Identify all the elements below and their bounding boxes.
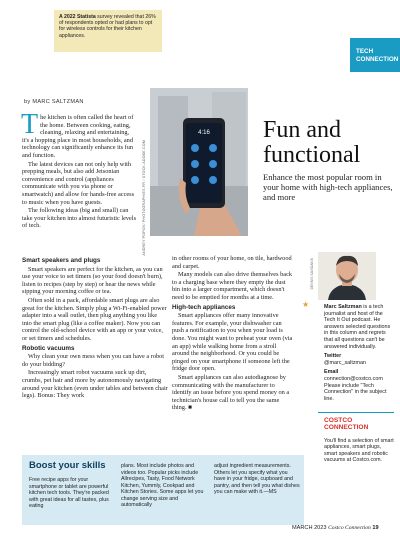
- headline-line1: Fun and: [263, 117, 341, 143]
- twitter-handle: @marc_saltzman: [324, 359, 367, 366]
- costco-title-line1: COSTCO: [324, 417, 353, 424]
- headline: [263, 118, 360, 168]
- paragraph: in other rooms of your home, on tile, hardwood and carpet.: [172, 255, 292, 270]
- photo-credit: ANDREY POPOV/ PHOTOGRAPHIES.FR / STOCK.ADOBE.COM: [142, 140, 146, 256]
- boost-column-1: Free recipe apps for your smartphone or tablet are powerful kitchen tech tools. They're packed with great ideas for all tastes, plus eating: [29, 477, 109, 509]
- paragraph: Smart speakers are perfect for the kitchen, as you can use your voice to set timers (so your food doesn't burn), listen to recipes (step by step) or hear the news while sipping your morning coffee or tea.: [22, 265, 163, 296]
- subhead-robotic-vacuums: Robotic vacuums: [22, 344, 75, 352]
- paragraph: Often sold in a pack, affordable smart plugs are also great for the kitchen. Simply plug a Wi-Fi-enabled power adapter into a wall outlet, then plug anything you like into the smart plug (like a coffee maker). Now you can control the old-school device with an app or your voice, or set timers and schedules.: [22, 296, 167, 342]
- intro-p1-text: he kitchen is often called the heart of the home. Between cooking, eating, cleaning, relaxing and entertaining, it's a hopping place in most households, and technology can significantly enhance its fun and function.: [22, 114, 134, 159]
- costco-connection-box: [318, 412, 394, 489]
- hand-phone-illustration: [150, 88, 248, 236]
- section-tab-line2: CONNECTION: [356, 55, 399, 63]
- stat-callout: [54, 10, 162, 52]
- costco-title-line2: CONNECTION: [324, 424, 369, 432]
- body-column-1: [22, 255, 168, 401]
- email-label: Email: [324, 369, 339, 376]
- intro-paragraph-2: The latest devices can not only help with prepping meals, but also add Jetsonian convenience and control (appliances communicate with you via phone or smartwatch) and allow for hands-free access to music when you have guests.: [22, 160, 135, 206]
- author-photo-credit: DENNIS SAVIDAKIS: [310, 258, 314, 290]
- stat-text: survey revealed that 26% of respondents opted or had plans to opt for wireless controls for their kitchen appliances.: [59, 14, 156, 39]
- drop-cap: T: [21, 109, 39, 140]
- costco-connection-title: [324, 417, 394, 432]
- body-column-2: [172, 255, 294, 413]
- paragraph: Why clean your own mess when you can have a robot do your bidding?: [22, 353, 165, 368]
- headline-line2: functional: [263, 142, 361, 168]
- boost-column-2: plans. Most include photos and videos too. Popular picks include Allrecipes, Tasty, Food Network Kitchen, Yummly, Cookpad and Kitchen Stories. Some apps let you change serving size and automatically: [121, 463, 204, 508]
- folio-page-number: 19: [372, 525, 379, 531]
- intro-text: [21, 109, 137, 231]
- stat-lead: A 2022 Statista: [59, 14, 96, 20]
- subhead-smart-speakers: Smart speakers and plugs: [22, 257, 101, 264]
- boost-title: Boost your skills: [29, 460, 106, 471]
- author-bio: [324, 304, 394, 402]
- folio-magazine: Costco Connection: [328, 525, 371, 531]
- costco-connection-text: You'll find a selection of smart appliances, smart plugs, smart speakers and robotic vacuums at Costco.com.: [324, 437, 394, 464]
- hero-photo: [150, 88, 248, 236]
- section-tab-line1: TECH: [356, 48, 374, 55]
- paragraph: Smart appliances offer many innovative features. For example, your dishwasher can push a notification to you when your load is done. You might want to preheat your oven (via an app) while walking home from a stroll around the neighborhood. Or you could be pinged on your smartphone if someone left the fridge door open.: [172, 312, 293, 373]
- boost-column-3: adjust ingredient measurements. Others let you specify what you have in your fridge, cupboard and pantry, and then tell you what dishes you can make with it.—MS: [214, 463, 300, 495]
- author-portrait: [318, 252, 376, 300]
- author-bio-text: is a tech journalist and host of the Tech It Out podcast. He answers selected questions in this column and regrets that all questions can't be answered individually.: [324, 304, 391, 350]
- intro-paragraph-3: The following ideas (big and small) can take your kitchen into almost futuristic levels of tech.: [22, 207, 137, 230]
- dek: Enhance the most popular room in your home with high-tech appliances, and more: [263, 172, 393, 203]
- paragraph: Increasingly smart robot vacuums suck up dirt, crumbs, pet hair and more by autonomously navigating around your kitchen (even under tables and between chair legs). Bonus: They work: [22, 369, 168, 400]
- email-note: Please include "Tech Connection" in the subject line.: [324, 382, 387, 402]
- byline: by MARC SALTZMAN: [24, 99, 84, 105]
- folio-month: MARCH 2023: [292, 525, 327, 531]
- author-portrait-illustration: [318, 252, 376, 300]
- boost-sidebar: [22, 455, 304, 525]
- author-name: Marc Saltzman: [324, 304, 362, 310]
- email-address: connection@costco.com: [324, 375, 383, 382]
- star-icon: ★: [302, 300, 310, 309]
- section-tab: [350, 38, 400, 72]
- intro-paragraph-1: [21, 109, 137, 160]
- folio: [292, 525, 379, 531]
- phone-clock: 4:16: [198, 130, 210, 136]
- paragraph: Many models can also drive themselves back to a charging base where they empty the dust bin into a larger compartment, which doesn't need to be emptied for months at a time.: [172, 271, 293, 301]
- twitter-label: Twitter: [324, 353, 342, 360]
- paragraph: Smart appliances can also autodiagnose by communicating with the manufacturer to identify an issue before you spend money on a technician's house call to tell you the same thing. ■: [172, 373, 290, 412]
- subhead-high-tech-appliances: High-tech appliances: [172, 303, 236, 311]
